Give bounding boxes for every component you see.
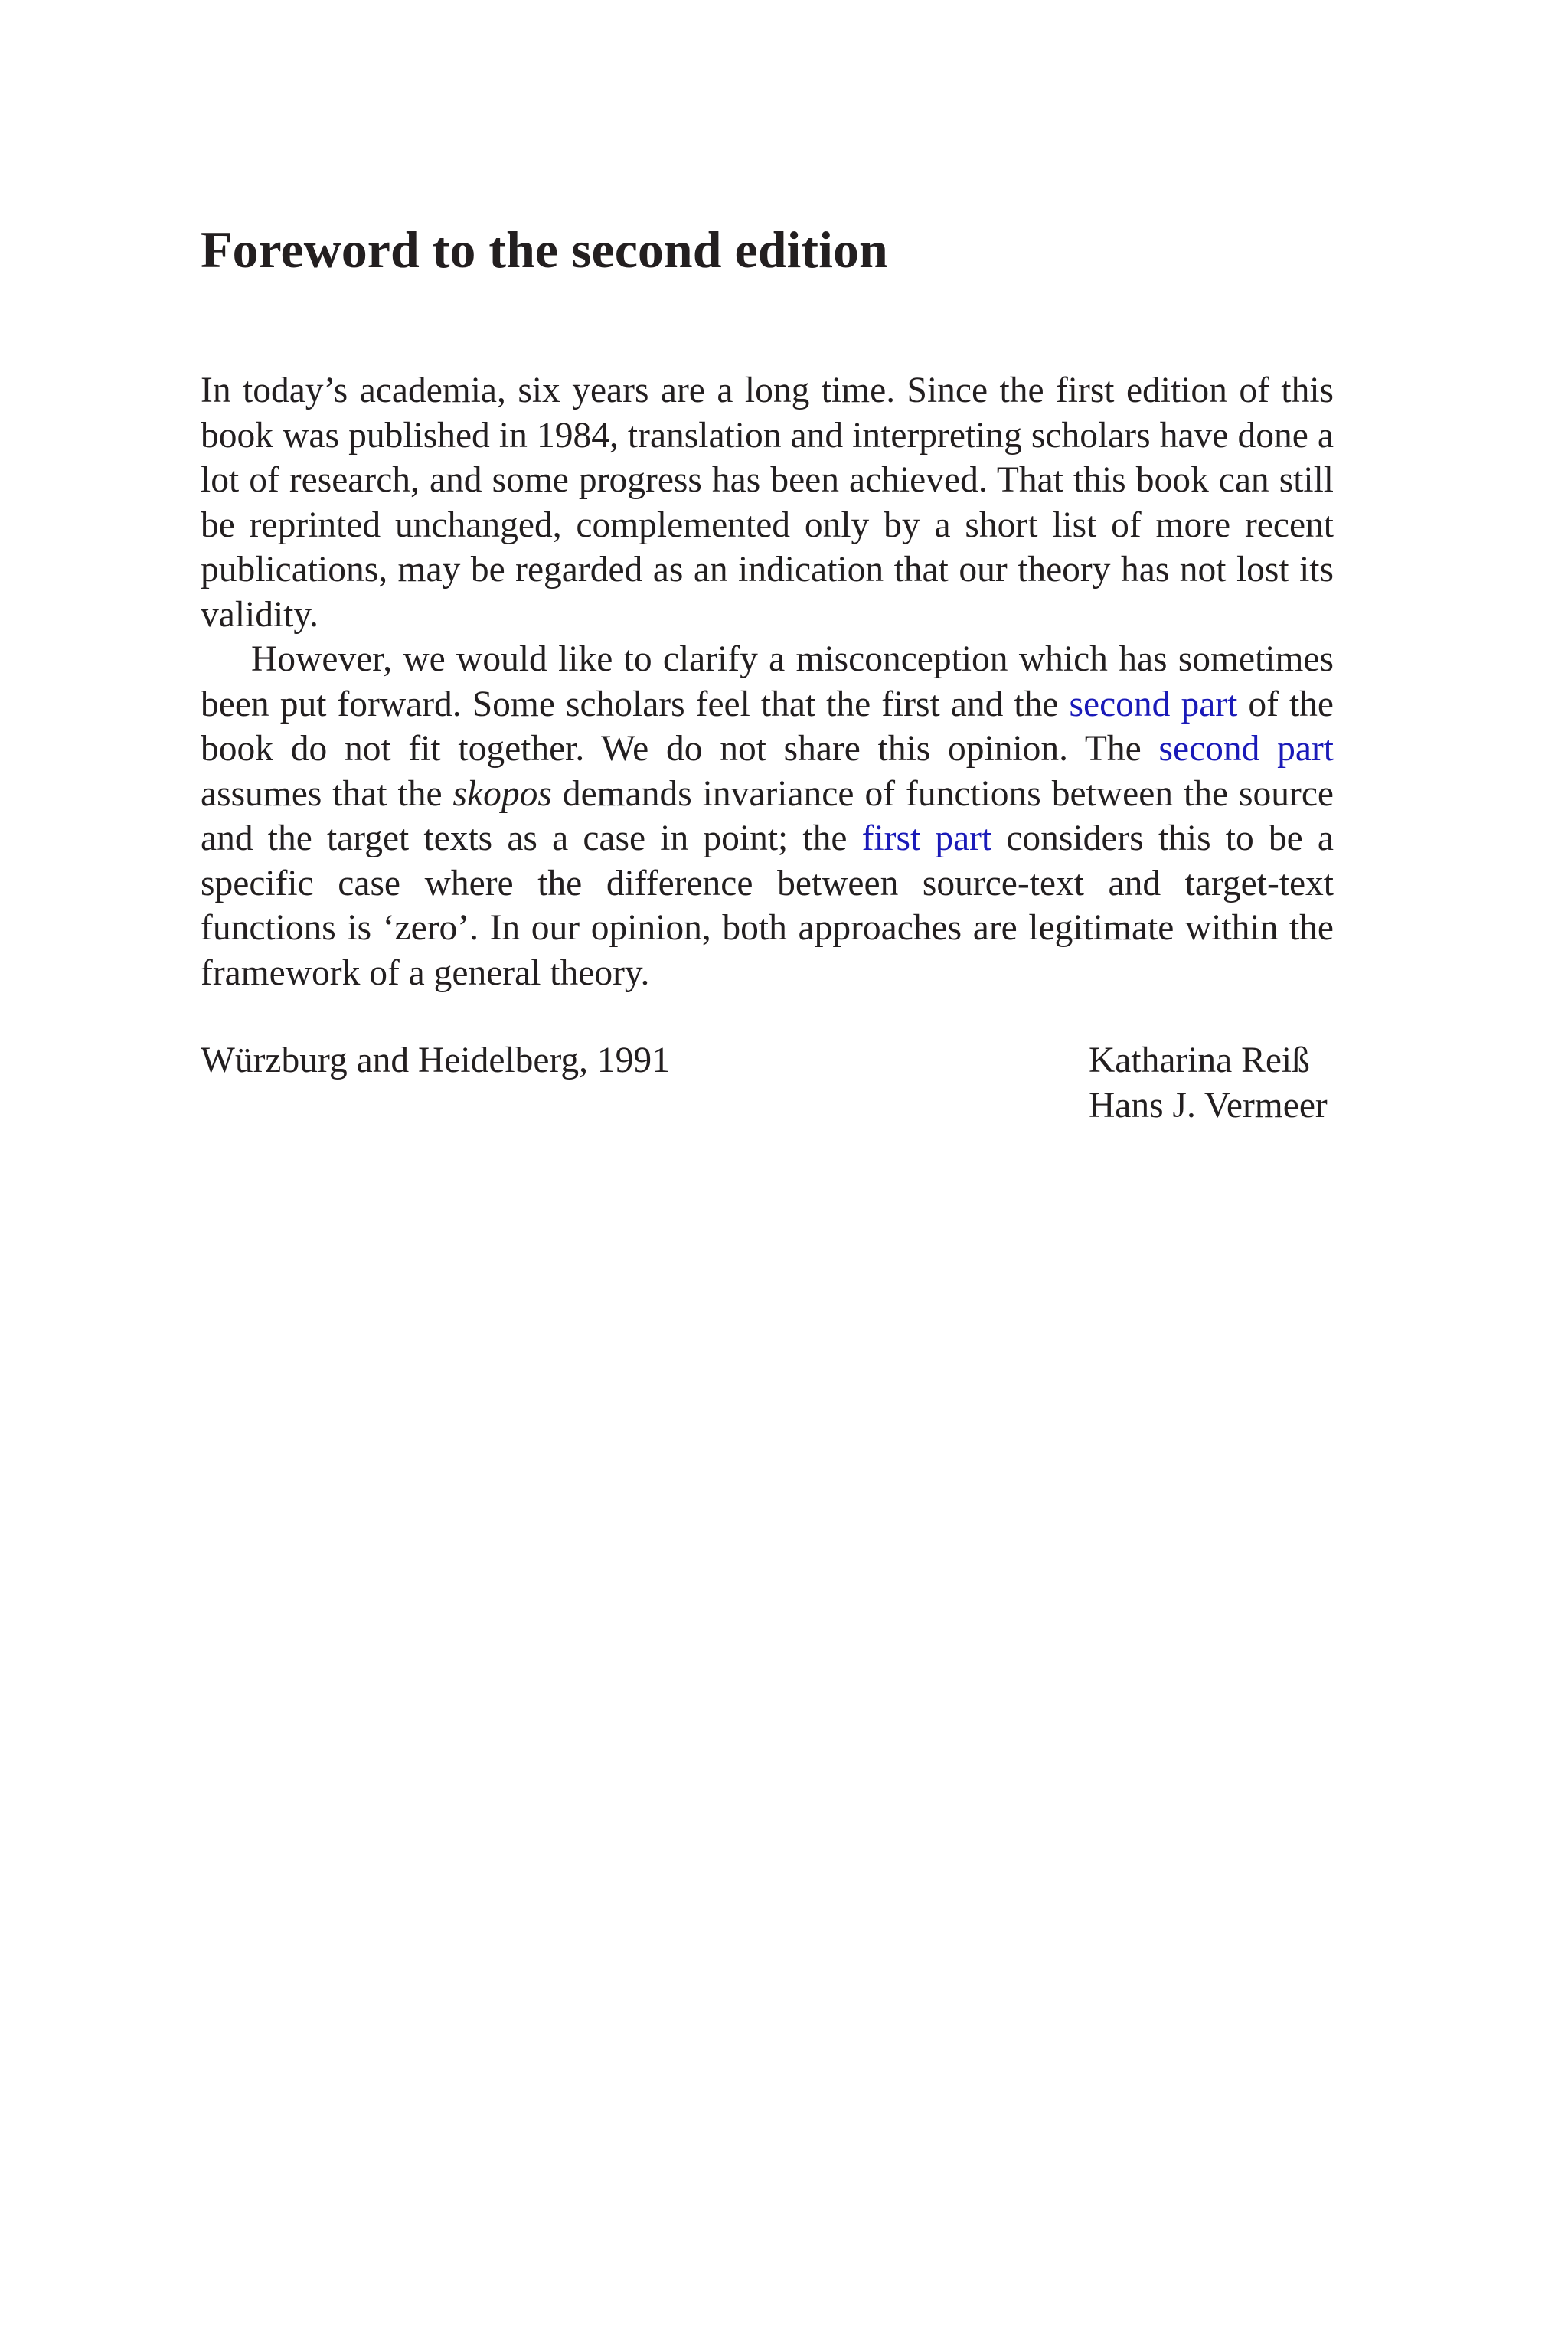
first-part-link[interactable]: first part xyxy=(861,818,992,858)
page-title: Foreword to the second edition xyxy=(201,220,888,279)
place-and-date: Würzburg and Heidelberg, 1991 xyxy=(201,1040,670,1080)
paragraph-2-text-3: assumes that the xyxy=(201,773,453,814)
author-name: Hans J. Vermeer xyxy=(1089,1085,1328,1125)
second-part-link-2[interactable]: second part xyxy=(1158,729,1334,769)
author-list xyxy=(1089,1038,1328,1128)
second-part-link-1[interactable]: second part xyxy=(1069,684,1238,724)
paragraph-2-text-5: considers this to be a specific case where the difference between source-text and target-text functions is ‘zero’. In our opinion, both approaches are legitimate within the framework of a general theory. xyxy=(201,818,1334,993)
paragraph-2-text-1: However, we would like to clarify a misconception which has sometimes been put forward. Some scholars feel that the first and the xyxy=(201,639,1334,724)
foreword-body xyxy=(201,368,1334,995)
paragraph-2 xyxy=(201,637,1334,995)
paragraph-1: In today’s academia, six years are a long time. Since the first edition of this book was published in 1984, translation and interpreting scholars have done a lot of research, and some progress has been achieved. That this book can still be reprinted unchanged, complemented only by a short list of more recent publications, may be regarded as an indication that our theory has not lost its validity. xyxy=(201,371,1334,635)
paragraph-2-text-4: demands invariance of functions between the source and the target texts as a case in point; the xyxy=(201,773,1334,858)
author-name: Katharina Reiß xyxy=(1089,1040,1310,1080)
skopos-term: skopos xyxy=(452,773,552,814)
paragraph-2-text-2: of the book do not fit together. We do not share this opinion. The xyxy=(201,684,1334,769)
